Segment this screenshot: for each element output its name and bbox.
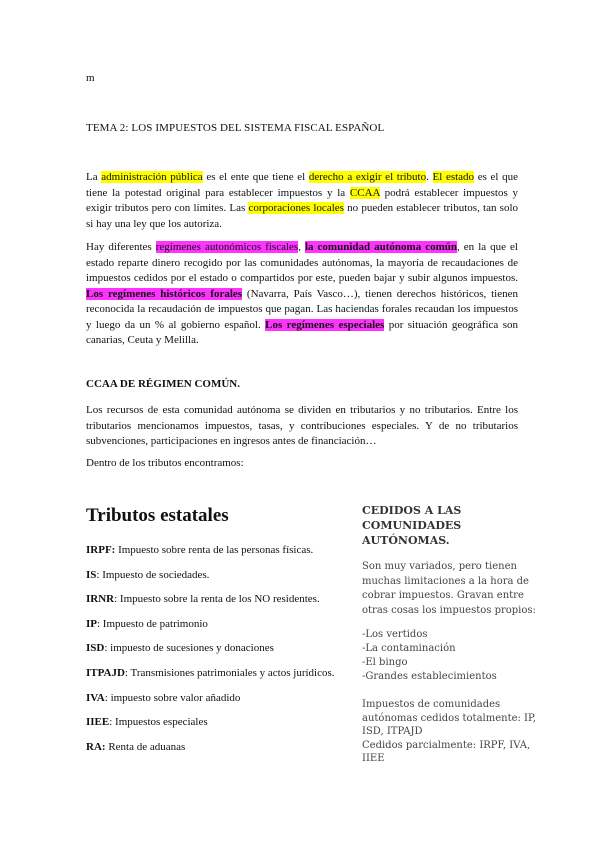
tax-item	[86, 666, 356, 691]
text-run: (Navarra, País Vasco…), tienen derechos históricos, tienen reconocida la recaudación de impuestos que pagan. Las haciendas forales recaudan los impuestos y luego da un % al gobierno español.	[86, 287, 518, 331]
tax-description: : Impuestos especiales	[109, 716, 208, 729]
cedidos-section	[362, 503, 542, 766]
highlight-regimenes-especiales: Los regímenes especiales	[265, 318, 385, 331]
text-run: podrá establecer impuestos y exigir tributos pero con límites. Las	[86, 186, 518, 214]
highlight-estado: El estado	[432, 171, 475, 183]
stray-character: m	[86, 72, 95, 84]
text-run: es el que tiene la potestad original para establecer impuestos y la	[86, 171, 519, 199]
paragraph-recursos: Los recursos de esta comunidad autónoma se dividen en tributarios y no tributarios. Entre los tributarios mencionamos impuestos, tasas, y contribuciones especiales. Y de no tributarios subvenciones, participaciones en ingresos antes de financiación…	[86, 404, 518, 447]
tax-abbreviation: IS	[86, 568, 97, 581]
tax-description: : Impuesto de patrimonio	[97, 617, 208, 630]
tax-description: : impuesto sobre valor añadido	[104, 691, 241, 704]
tax-abbreviation: IIEE	[86, 716, 110, 729]
section-heading: CCAA DE RÉGIMEN COMÚN.	[86, 378, 240, 390]
tax-item	[86, 691, 356, 716]
cedidos-parcialmente: Cedidos parcialmente: IRPF, IVA, IIEE	[362, 739, 531, 764]
tax-item	[86, 568, 356, 593]
tax-description: : Transmisiones patrimoniales y actos jurídicos.	[124, 666, 335, 679]
cedidos-heading: CEDIDOS A LAS COMUNIDADES AUTÓNOMAS.	[362, 504, 462, 547]
tax-description: : Impuesto sobre la renta de los NO residentes.	[114, 593, 320, 606]
tax-description: Impuesto sobre renta de las personas físicas.	[115, 544, 314, 556]
highlight-administracion: administración pública	[101, 171, 203, 183]
tax-description: : impuesto de sucesiones y donaciones	[104, 642, 274, 655]
tax-abbreviation: ISD	[86, 642, 105, 655]
tax-description: Renta de aduanas	[105, 740, 186, 753]
text-run: no pueden establecer tributos, tan solo si hay una ley que los autoriza.	[86, 202, 518, 230]
document-title: TEMA 2: LOS IMPUESTOS DEL SISTEMA FISCAL ESPAÑOL	[86, 122, 385, 134]
tax-abbreviation: IP	[86, 617, 97, 630]
tributos-estatales-title: Tributos estatales	[86, 505, 229, 526]
tax-abbreviation: IVA	[86, 691, 105, 704]
text-run: .	[426, 171, 433, 183]
highlight-derecho: derecho a exigir el tributo	[308, 171, 427, 183]
paragraph-administracion	[86, 170, 518, 232]
text-run: , en la que el estado reparte dinero recogido por las comunidades autónomas, la mayoría de recaudaciones de impuestos cedidos por el estado o compartidos por este, pueden bajar y subir algunos impuestos.	[86, 241, 518, 284]
cedidos-totalmente: Impuestos de comunidades autónomas cedidos totalmente: IP, ISD, ITPAJD	[362, 699, 536, 737]
paragraph-tributos-intro: Dentro de los tributos encontramos:	[86, 457, 244, 469]
tax-item	[86, 740, 356, 765]
tributos-estatales-section	[86, 505, 356, 764]
tax-item	[86, 617, 356, 642]
list-item: -Los vertidos	[362, 629, 428, 640]
tax-abbreviation: IRPF:	[86, 544, 116, 556]
cedidos-description: Son muy variados, pero tienen muchas limitaciones a la hora de cobrar impuestos. Gravan entre otras cosas los impuestos propios:	[362, 561, 536, 616]
tax-item	[86, 543, 356, 568]
list-item: -El bingo	[362, 657, 408, 668]
tax-list	[86, 543, 356, 764]
tax-item	[86, 715, 356, 740]
list-item: -La contaminación	[362, 643, 456, 654]
tax-item	[86, 641, 356, 666]
text-run: ,	[298, 241, 305, 253]
highlight-comunidad-comun: la comunidad autónoma común	[304, 241, 458, 253]
text-run: La	[86, 171, 102, 183]
text-run: es el ente que tiene el	[202, 171, 309, 183]
text-run: Hay diferentes	[86, 241, 156, 253]
highlight-corporaciones: corporaciones locales	[248, 202, 344, 214]
text-run: por situación geográfica son canarias, Ceuta y Melilla.	[86, 318, 518, 346]
list-item: -Grandes establecimientos	[362, 671, 497, 682]
impuestos-propios-list	[362, 628, 542, 684]
tax-item	[86, 592, 356, 617]
tax-abbreviation: ITPAJD	[86, 666, 125, 679]
paragraph-regimenes	[86, 240, 518, 349]
highlight-regimenes-forales: Los regímenes históricos forales	[86, 287, 243, 300]
highlight-ccaa: CCAA	[349, 186, 380, 199]
tax-description: : Impuesto de sociedades.	[96, 568, 210, 581]
tax-abbreviation: RA:	[86, 740, 106, 753]
tax-abbreviation: IRNR	[86, 593, 115, 606]
highlight-regimenes-autonomicos: regímenes autonómicos fiscales	[155, 241, 299, 253]
